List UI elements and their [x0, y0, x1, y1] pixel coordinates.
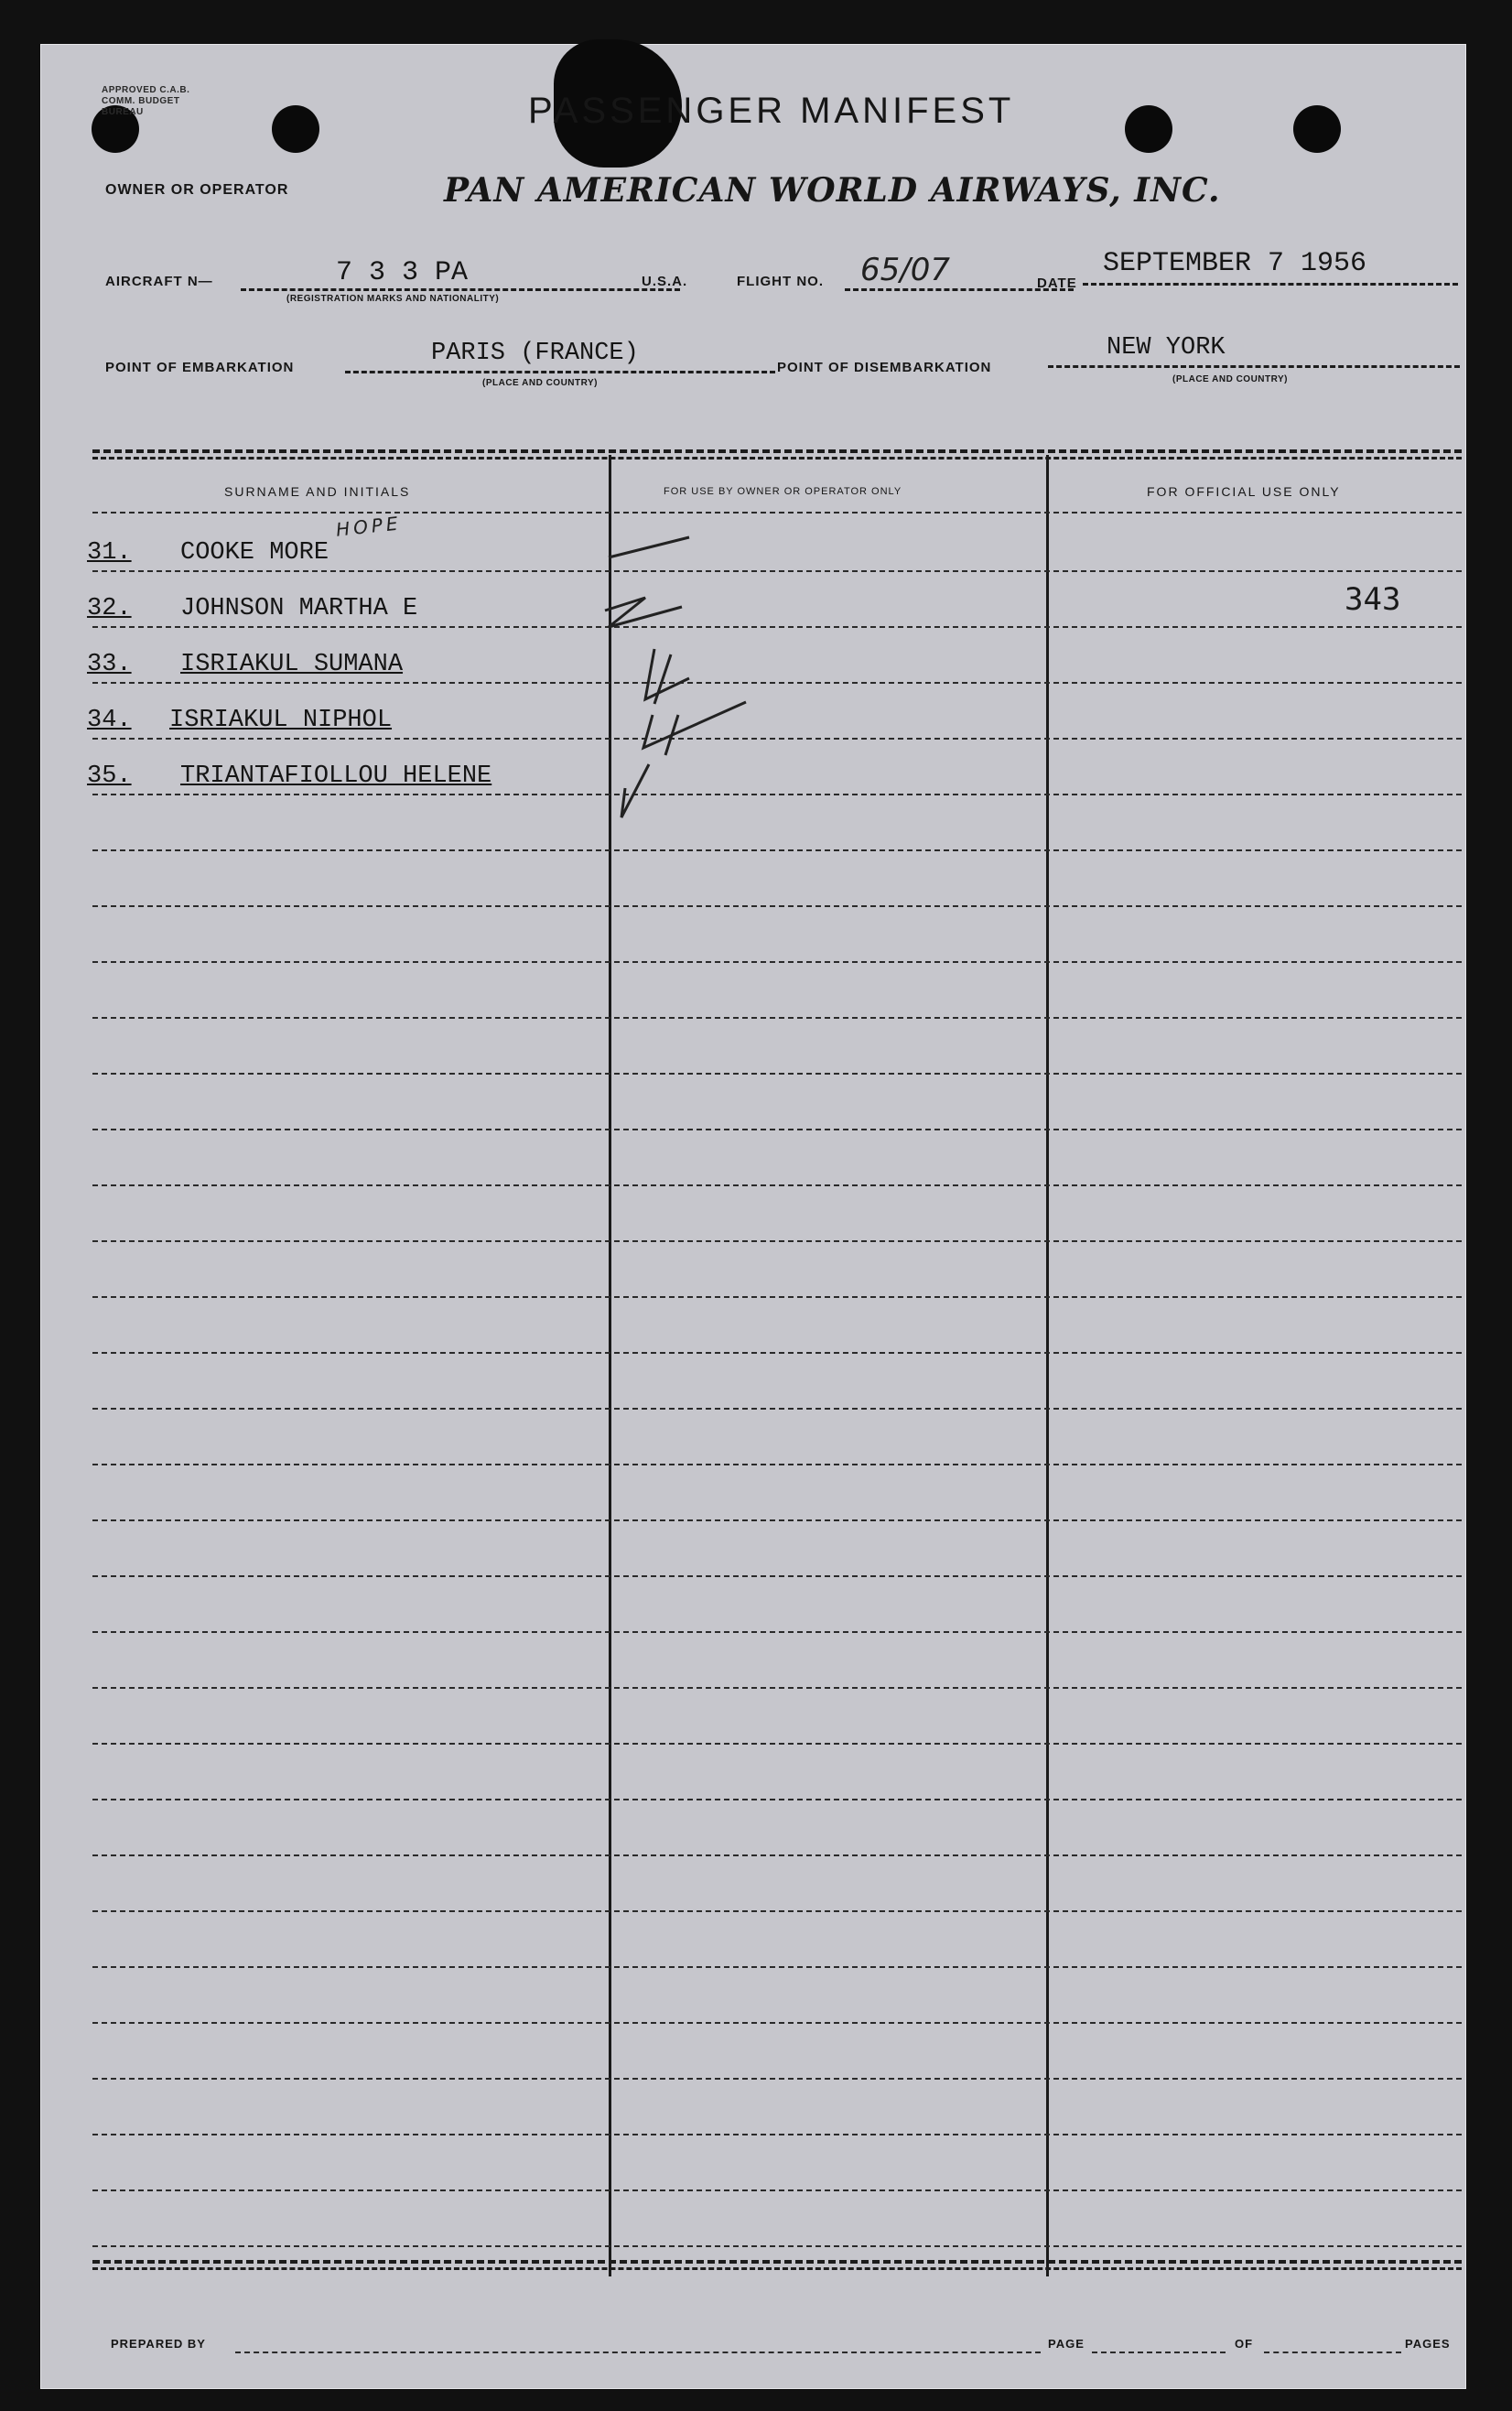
row-rule — [92, 1184, 1462, 1186]
row-rule — [92, 1408, 1462, 1410]
passenger-number: 35. — [87, 762, 132, 790]
row-rule — [92, 1017, 1462, 1019]
row-rule — [92, 905, 1462, 907]
check-mark-icon — [643, 702, 746, 755]
row-rule — [92, 570, 1462, 572]
row-rule — [92, 1519, 1462, 1521]
embarkation-rule — [345, 371, 775, 373]
table-top-rule-2 — [92, 457, 1462, 459]
row-rule — [92, 1129, 1462, 1130]
disembarkation-value: NEW YORK — [1107, 334, 1226, 362]
passenger-number: 33. — [87, 651, 132, 678]
manifest-page — [40, 44, 1466, 2389]
row-rule — [92, 961, 1462, 963]
disembarkation-rule — [1048, 365, 1460, 368]
col-header-surname: SURNAME AND INITIALS — [224, 484, 411, 499]
date-label: DATE — [1037, 276, 1077, 291]
flight-value: 65/07 — [860, 252, 950, 288]
row-rule — [92, 1296, 1462, 1298]
row-rule — [92, 1687, 1462, 1689]
punch-hole — [1125, 105, 1172, 153]
check-marks — [554, 512, 755, 841]
page-title: PASSENGER MANIFEST — [528, 91, 1015, 131]
date-rule — [1083, 283, 1458, 286]
row-rule — [92, 2189, 1462, 2191]
punch-hole — [272, 105, 319, 153]
footer-rule-2 — [92, 2267, 1462, 2270]
row-rule — [92, 849, 1462, 851]
passenger-name: JOHNSON MARTHA E — [180, 595, 418, 622]
embarkation-value: PARIS (FRANCE) — [431, 340, 639, 367]
footer-rule — [92, 2260, 1462, 2264]
passenger-name: TRIANTAFIOLLOU HELENE — [180, 762, 492, 790]
table-top-rule — [92, 449, 1462, 453]
row-rule — [92, 626, 1462, 628]
embarkation-sublabel: (PLACE AND COUNTRY) — [482, 378, 598, 388]
check-mark-icon — [609, 537, 689, 557]
disembarkation-sublabel: (PLACE AND COUNTRY) — [1172, 374, 1288, 384]
row-rule — [92, 1631, 1462, 1633]
passenger-annotation: HOPE — [334, 512, 403, 541]
check-mark-icon — [605, 598, 682, 627]
aircraft-value: 7 3 3 PA — [336, 257, 469, 288]
header-rule — [92, 512, 1462, 514]
column-divider — [1046, 455, 1049, 2276]
row-rule — [92, 2134, 1462, 2135]
row-rule — [92, 1575, 1462, 1577]
row-rule — [92, 1240, 1462, 1242]
embarkation-label: POINT OF EMBARKATION — [105, 360, 295, 375]
disembarkation-label: POINT OF DISEMBARKATION — [777, 360, 992, 375]
row-rule — [92, 794, 1462, 795]
approval-stamp: APPROVED C.A.B. COMM. BUDGET BUREAU — [102, 85, 190, 117]
passenger-number: 34. — [87, 707, 132, 734]
row-rule — [92, 1910, 1462, 1912]
passenger-name: ISRIAKUL SUMANA — [180, 651, 404, 678]
row-rule — [92, 1966, 1462, 1968]
page-rule — [1092, 2352, 1226, 2353]
passenger-number: 32. — [87, 595, 132, 622]
col-header-official-use: FOR OFFICIAL USE ONLY — [1147, 484, 1341, 499]
aircraft-rule — [241, 288, 680, 291]
passenger-name: ISRIAKUL NIPHOL — [169, 707, 393, 734]
aircraft-sublabel: (REGISTRATION MARKS AND NATIONALITY) — [286, 294, 500, 304]
row-rule — [92, 1854, 1462, 1856]
page-label: PAGE — [1048, 2337, 1085, 2351]
row-rule — [92, 2022, 1462, 2024]
passenger-number: 31. — [87, 539, 132, 567]
punch-hole — [1293, 105, 1341, 153]
col-header-owner-use: FOR USE BY OWNER OR OPERATOR ONLY — [664, 486, 902, 497]
row-rule — [92, 1073, 1462, 1075]
pages-label: PAGES — [1405, 2337, 1451, 2351]
of-label: OF — [1235, 2337, 1254, 2351]
of-rule — [1264, 2352, 1401, 2353]
prepared-by-rule — [235, 2352, 1041, 2353]
check-mark-icon — [645, 649, 689, 704]
official-code: 343 — [1345, 581, 1401, 618]
aircraft-label: AIRCRAFT N— — [105, 274, 213, 289]
passenger-name: COOKE MORE — [180, 539, 329, 567]
row-rule — [92, 1799, 1462, 1800]
row-rule — [92, 1352, 1462, 1354]
row-rule — [92, 1464, 1462, 1465]
date-value: SEPTEMBER 7 1956 — [1103, 248, 1367, 279]
carrier-name: PAN AMERICAN WORLD AIRWAYS, INC. — [444, 171, 1221, 210]
row-rule — [92, 2245, 1462, 2247]
row-rule — [92, 738, 1462, 740]
row-rule — [92, 1743, 1462, 1745]
row-rule — [92, 2078, 1462, 2080]
usa-label: U.S.A. — [642, 274, 688, 289]
row-rule — [92, 682, 1462, 684]
prepared-by-label: PREPARED BY — [111, 2337, 206, 2351]
flight-label: FLIGHT NO. — [737, 274, 824, 289]
owner-label: OWNER OR OPERATOR — [105, 182, 289, 198]
check-mark-icon — [621, 764, 649, 817]
